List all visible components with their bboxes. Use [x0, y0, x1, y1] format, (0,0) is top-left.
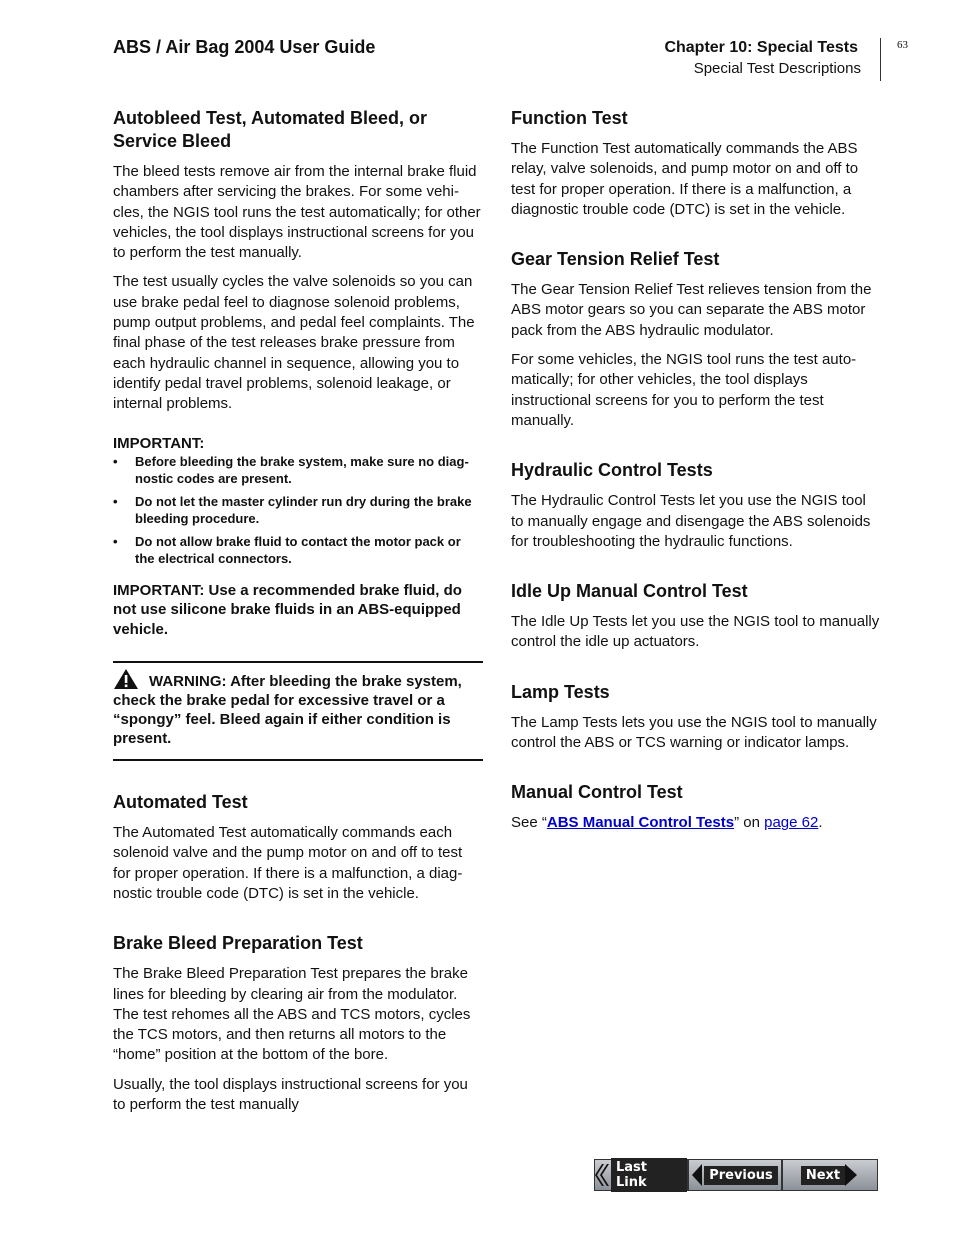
paragraph: The Hydraulic Control Tests let you use the NGIS tool to manually engage and disengage the ABS solenoids for troubleshooting the hydraulic functions. [511, 492, 871, 550]
important-note: IMPORTANT: Use a recommended brake fluid, do not use silicone brake fluids in an ABS-equipped vehicle. [113, 581, 462, 638]
paragraph: The Function Test automatically commands the ABS relay, valve solenoids, and pump motor on and off to test for proper operation. If there is a malfunction, a diagnostic trouble code (DTC) is set in the vehicle. [511, 140, 859, 218]
important-list [113, 453, 483, 567]
paragraph: See “ABS Manual Control Tests” on page 62. [511, 814, 823, 832]
paragraph: The Idle Up Tests let you use the NGIS tool to manually control the idle up actuators. [511, 613, 880, 651]
list-item: • Before bleeding the brake system, make sure no diag-nostic codes are present. [113, 453, 469, 486]
arrow-left-icon [692, 1164, 702, 1186]
previous-label: Previous [704, 1166, 778, 1185]
list-item: • Do not allow brake fluid to contact the motor pack or the electrical connectors. [113, 533, 461, 566]
abs-manual-control-tests-link[interactable]: ABS Manual Control Tests [546, 814, 735, 832]
section-heading: Idle Up Manual Control Test [511, 581, 748, 602]
next-label: Next [801, 1166, 845, 1185]
previous-button[interactable] [688, 1159, 782, 1191]
section-manual [511, 781, 881, 833]
section-heading: Brake Bleed Preparation Test [113, 933, 363, 954]
section-heading: Gear Tension Relief Test [511, 249, 720, 270]
section-function [511, 107, 881, 220]
warning-text: WARNING: After bleeding the brake system, check the brake pedal for excessive travel or a “spongy” feel. Bleed again if either condition is present. [113, 673, 462, 748]
arrow-right-icon [845, 1164, 857, 1186]
left-column [113, 107, 483, 1143]
warning-box [113, 661, 483, 761]
last-link-button[interactable] [594, 1159, 688, 1191]
list-item: • Do not let the master cylinder run dry during the brake bleeding procedure. [113, 493, 472, 526]
important-label: IMPORTANT: [113, 434, 205, 452]
section-heading: Hydraulic Control Tests [511, 460, 713, 481]
section-automated [113, 791, 483, 904]
chapter-subtitle: Special Test Descriptions [693, 60, 861, 77]
header-divider [880, 38, 881, 81]
navigation-bar [594, 1159, 878, 1191]
paragraph: For some vehicles, the NGIS tool runs the test auto-matically; for other vehicles, the tool displays instructional screens for you to perform the test manually. [511, 351, 857, 429]
paragraph: The bleed tests remove air from the internal brake fluid chambers after servicing the brakes. For some vehi-cles, the NGIS tool runs the test automatically; for other vehicles, the tool displays instructional screens for you to perform the test manually. [113, 163, 481, 262]
chapter-title: Chapter 10: Special Tests [664, 39, 858, 56]
section-autobleed [113, 107, 483, 415]
next-button[interactable] [782, 1159, 878, 1191]
warning-icon [113, 668, 141, 690]
paragraph: The Lamp Tests lets you use the NGIS tool to manually control the ABS or TCS warning or indicator lamps. [511, 713, 877, 752]
section-heading: Manual Control Test [511, 782, 683, 803]
guide-title: ABS / Air Bag 2004 User Guide [113, 37, 376, 57]
section-idle [511, 580, 881, 653]
section-heading: Automated Test [113, 792, 248, 813]
section-hydraulic [511, 459, 881, 552]
section-heading: Autobleed Test, Automated Bleed, or Service Bleed [113, 108, 428, 151]
page-number: 63 [897, 39, 908, 51]
section-heading: Function Test [511, 108, 628, 128]
section-heading: Lamp Tests [511, 681, 610, 702]
paragraph: The Gear Tension Relief Test relieves tension from the ABS motor gears so you can separate the ABS motor pack from the ABS hydraulic modulator. [511, 281, 872, 339]
paragraph: The Automated Test automatically commands each solenoid valve and the pump motor on and off to test for proper operation. If there is a malfunction, a diag-nostic trouble code (DTC) is set in the vehicle. [113, 824, 463, 902]
right-column [511, 107, 881, 862]
section-brake-bleed [113, 932, 483, 1115]
important-notes [113, 435, 483, 640]
paragraph: The Brake Bleed Preparation Test prepares the brake lines for bleeding by clearing air from the modulator. The test rehomes all the ABS and TCS motors, cycles the TCS motors, and then returns all motors to the “home” position at the bottom of the bore. [113, 965, 471, 1064]
page-62-link[interactable]: page 62 [764, 814, 819, 832]
paragraph: The test usually cycles the valve solenoids so you can use brake pedal feel to diagnose solenoid problems, pump output problems, and pedal feel complaints. The final phase of the test releases brake pressure from each hydraulic channel in sequence, allowing you to identify pedal travel problems, solenoid leakage, or internal problems. [113, 273, 475, 413]
paragraph: Usually, the tool displays instructional screens for you to perform the test manually [113, 1075, 468, 1114]
double-chevron-left-icon [595, 1164, 609, 1186]
last-link-label: Last Link [611, 1158, 687, 1192]
section-gear [511, 248, 881, 431]
section-lamp [511, 681, 881, 754]
